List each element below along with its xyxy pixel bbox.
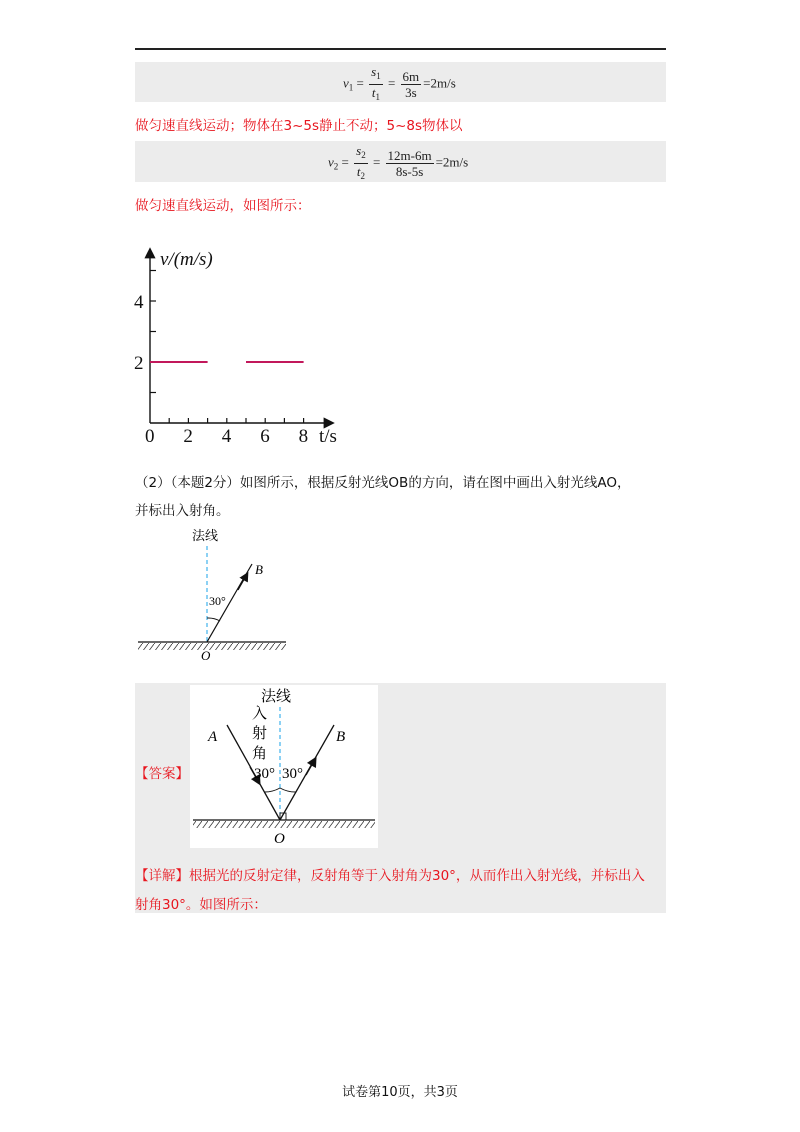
point-o-label: O <box>274 831 285 847</box>
x-tick-label: 6 <box>260 426 270 447</box>
formula1-frac2: $\frac{6m}{3s}$ <box>402 69 420 100</box>
formula2-frac2: $\frac{12m-6m}{8s-5s}$ <box>387 148 432 179</box>
x-axis-label: t/s <box>319 426 337 447</box>
answer-tag: 【答案】 <box>135 766 189 782</box>
formula1: $v_1$ = $\frac{s_1}{t_1}$ = $\frac{6m}{3s}$ =2m/s <box>343 64 456 105</box>
incidence-angle-label-1: 入 <box>252 706 268 722</box>
incidence-angle-label-3: 角 <box>252 746 268 762</box>
question-line-1: （2）（本题2分）如图所示，根据反射光线OB的方向，请在图中画出入射光线AO， <box>135 475 631 491</box>
angle-left-label: 30° <box>254 766 275 782</box>
reflected-ray-arrow <box>306 761 314 775</box>
incidence-angle-label-2: 射 <box>252 726 268 742</box>
point-b-label: B <box>336 729 346 745</box>
mirror-hatching <box>193 821 375 828</box>
explanation-tag: 【详解】 <box>135 868 189 884</box>
solution-line-2: 做匀速直线运动，如图所示： <box>135 198 311 214</box>
x-tick-label: 2 <box>183 426 193 447</box>
header-rule <box>135 48 666 50</box>
question-line-2: 并标出入射角。 <box>135 503 230 519</box>
y-tick-label: 4 <box>134 292 144 313</box>
angle-arc-left <box>264 788 280 792</box>
y-axis-label: v/(m/s) <box>160 249 213 270</box>
angle-right-label: 30° <box>282 766 303 782</box>
ray-arrow <box>238 576 246 590</box>
page-footer: 试卷第10页，共3页 <box>342 1085 458 1100</box>
x-tick-label: 8 <box>298 426 309 447</box>
angle-arc <box>207 618 220 621</box>
angle-label: 30° <box>209 594 226 608</box>
mirror-hatching <box>138 643 286 650</box>
x-tick-label: 0 <box>145 426 155 447</box>
answer-figure <box>190 685 378 848</box>
formula2-frac1: $\frac{s_2}{t_2}$ <box>356 143 366 181</box>
x-tick-label: 4 <box>221 426 232 447</box>
point-o-label: O <box>201 648 211 663</box>
angle-arc-right <box>280 788 296 792</box>
formula2: $v_2$ = $\frac{s_2}{t_2}$ = $\frac{12m-6m}{8s-5s}$ =2m/s <box>328 143 468 184</box>
normal-label: 法线 <box>261 689 292 705</box>
y-tick-label: 2 <box>134 353 144 374</box>
formula1-frac1: $\frac{s_1}{t_1}$ <box>371 64 381 102</box>
explanation-line-1: 【详解】根据光的反射定律，反射角等于入射角为30°，从而作出入射光线，并标出入 <box>135 868 645 884</box>
point-a-label: A <box>208 729 218 745</box>
explanation-line-2: 射角30°。如图所示： <box>135 897 267 913</box>
point-b-label: B <box>255 562 263 577</box>
reflection-figure <box>130 524 300 666</box>
velocity-time-chart <box>120 240 350 455</box>
solution-line-1: 做匀速直线运动；物体在3~5s静止不动；5~8s物体以 <box>135 118 463 134</box>
normal-label: 法线 <box>192 528 219 543</box>
